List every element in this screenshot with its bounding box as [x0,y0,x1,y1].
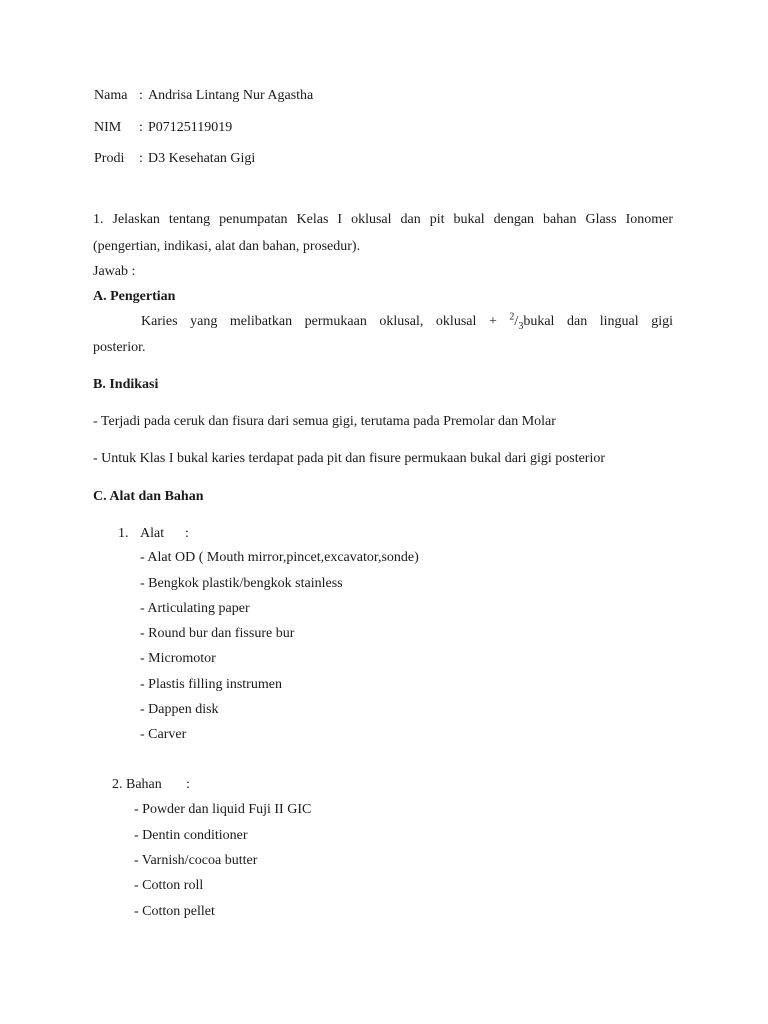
fraction-two-thirds [509,311,524,332]
prodi-value: D3 Kesehatan Gigi [148,151,256,166]
section-c-heading: C. Alat dan Bahan [93,489,204,504]
nim-value: P07125119019 [148,120,233,135]
bahan-item: - Powder dan liquid Fuji II GIC [134,802,312,817]
bahan-item: - Cotton pellet [134,904,215,919]
section-a-text-part2: bukal dan lingual gigi [523,314,673,329]
alat-item: - Round bur dan fissure bur [140,626,295,641]
alat-item: - Dappen disk [140,702,219,717]
section-a-heading: A. Pengertian [93,289,176,304]
prodi-label: Prodi [94,151,125,166]
nim-label: NIM [94,120,122,135]
bahan-item: - Varnish/cocoa butter [134,853,258,868]
answer-label: Jawab : [93,264,136,279]
indikasi-item: - Untuk Klas I bukal karies terdapat pada pit dan fisure permukaan bukal dari gigi posterior [93,451,606,466]
alat-item: - Plastis filling instrumen [140,677,282,692]
prodi-separator: : [139,151,143,166]
bahan-colon: : [186,777,190,792]
fraction-numerator: 2 [509,311,515,323]
fraction-denominator: 3 [518,320,524,332]
alat-item: - Articulating paper [140,601,250,616]
alat-item: - Bengkok plastik/bengkok stainless [140,576,343,591]
fraction-slash: / [514,314,519,329]
section-a-text-part1: Karies yang melibatkan permukaan oklusal, oklusal + [141,314,497,329]
question-line-1: 1. Jelaskan tentang penumpatan Kelas I oklusal dan pit bukal dengan bahan Glass Ionomer [93,212,673,227]
alat-label: Alat [140,526,165,541]
bahan-item: - Dentin conditioner [134,828,248,843]
alat-colon: : [185,526,189,541]
question-line-2: (pengertian, indikasi, alat dan bahan, prosedur). [93,239,361,254]
section-a-paragraph-line-1 [141,313,673,331]
nim-separator: : [139,120,143,135]
alat-item: - Micromotor [140,651,216,666]
alat-item: - Carver [140,727,187,742]
nama-label: Nama [94,88,128,103]
bahan-item: - Cotton roll [134,878,204,893]
bahan-label: 2. Bahan [112,777,162,792]
nama-value: Andrisa Lintang Nur Agastha [148,88,314,103]
indikasi-item: - Terjadi pada ceruk dan fisura dari semua gigi, terutama pada Premolar dan Molar [93,414,556,429]
section-b-heading: B. Indikasi [93,377,159,392]
alat-item: - Alat OD ( Mouth mirror,pincet,excavator,sonde) [140,550,419,565]
section-a-paragraph-line-2: posterior. [93,340,146,355]
alat-number: 1. [118,526,129,541]
nama-separator: : [139,88,143,103]
